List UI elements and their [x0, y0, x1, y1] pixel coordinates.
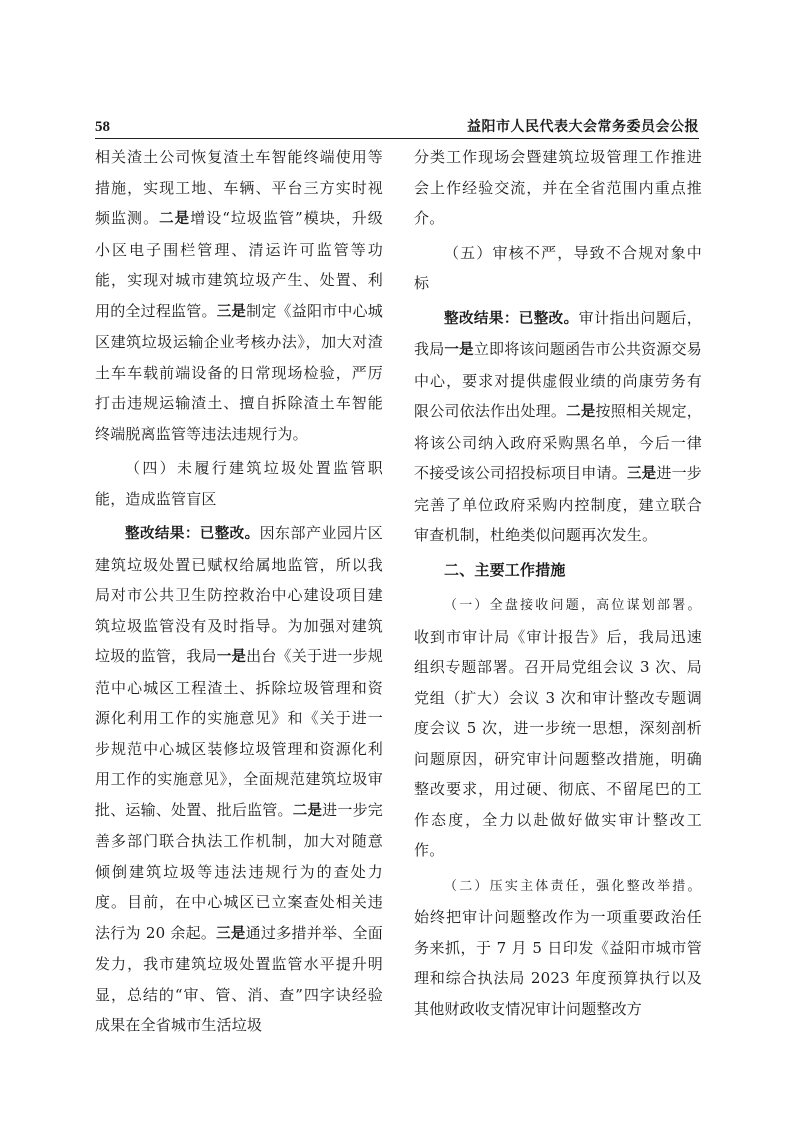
page-number: 58 — [95, 119, 110, 135]
paragraph: 相关渣土公司恢复渣土车智能终端使用等措施，实现工地、车辆、平台三方实时视频监测。二是增设“垃圾监管”模块，升级小区电子围栏管理、清运许可监管等功能，实现对城市建筑垃圾产生、处置、利用的全过程监管。三是制定《益阳市中心城区建筑垃圾运输企业考核办法》，加大对渣土车车载前端设备的日常现场检验，严厉打击违规运输渣土、擅自拆除渣土车智能终端脱离监管等违法违规行为。 — [95, 148, 383, 443]
paragraph: （一）全盘接收问题，高位谋划部署。收到市审计局《审计报告》后，我局迅速组织专题部署。召开局党组会议 3 次、局党组（扩大）会议 3 次和审计整改专题调度会议 5 次，进一步统一思想，深刻剖析问题原因，研究审计问题整改措施，明确整改要求，用过硬、彻底、不留尾巴的工作态度，全力以赴做好做实审计整改工作。 — [414, 598, 702, 859]
paragraph: 分类工作现场会暨建筑垃圾管理工作推进会上作经验交流，并在全省范围内重点推介。 — [414, 148, 702, 227]
journal-title: 益阳市人民代表大会常务委员会公报 — [467, 119, 699, 135]
section-heading: 二、主要工作措施 — [444, 560, 566, 579]
paragraph: 整改结果：已整改。审计指出问题后，我局一是立即将该问题函告市公共资源交易中心，要求对提供虚假业绩的尚康劳务有限公司依法作出处理。二是按照相关规定，将该公司纳入政府采购黑名单，今后一律不接受该公司招投标项目申请。三是进一步完善了单位政府采购内控制度，建立联合审查机制，杜绝类似问题再次发生。 — [414, 308, 702, 544]
page-header — [95, 117, 699, 137]
subsection-heading: （五）审核不严，导致不合规对象中标 — [414, 243, 702, 292]
right-column — [414, 142, 702, 1024]
left-column — [95, 142, 383, 1041]
paragraph: 整改结果：已整改。因东部产业园片区建筑垃圾处置已赋权给属地监管，所以我局对市公共卫生防控救治中心建设项目建筑垃圾监管没有及时指导。为加强对建筑垃圾的监管，我局一是出台《关于进一步规范中心城区工程渣土、拆除垃圾管理和资源化利用工作的实施意见》和《关于进一步规范中心城区装修垃圾管理和资源化利用工作的实施意见》，全面规范建筑垃圾审批、运输、处置、批后监管。二是进一步完善多部门联合执法工作机制，加大对随意倾倒建筑垃圾等违法违规行为的查处力度。目前，在中心城区已立案查处相关违法行为 20 余起。三是通过多措并举、全面发力，我市建筑垃圾处置监管水平提升明显，总结的“审、管、消、查”四字诀经验成果在全省城市生活垃圾 — [95, 524, 383, 1034]
paragraph: （二）压实主体责任，强化整改举措。始终把审计问题整改作为一项重要政治任务来抓，于 7 月 5 日印发《益阳市城市管理和综合执法局 2023 年度预算执行以及其他财政收支情况审计问题整改方 — [414, 878, 702, 1018]
header-rule — [95, 138, 699, 139]
subsection-heading: （四）未履行建筑垃圾处置监管职能，造成监管盲区 — [95, 459, 383, 508]
